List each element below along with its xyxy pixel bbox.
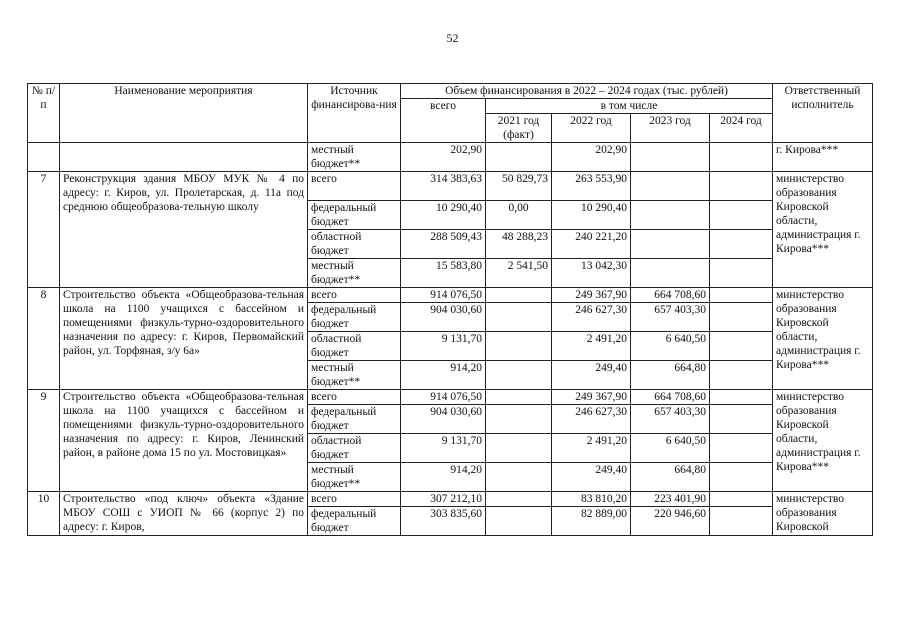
- table-row: [28, 390, 873, 405]
- cell-2021: [486, 507, 552, 536]
- item-name: Реконструкция здания МБОУ МУК № 4 по адресу: г. Киров, ул. Пролетарская, д. 11а под среднюю общеобразова-тельную школу: [60, 172, 308, 288]
- cell-2024: [710, 332, 773, 361]
- cell-total: 10 290,40: [401, 201, 486, 230]
- cell-total: 9 131,70: [401, 332, 486, 361]
- item-name: Строительство «под ключ» объекта «Здание МБОУ СОШ с УИОП № 66 (корпус 2) по адресу: г. Киров,: [60, 492, 308, 536]
- cell-2024: [710, 507, 773, 536]
- cell-2024: [710, 463, 773, 492]
- cell-2023: 6 640,50: [631, 332, 710, 361]
- cell-total: 307 212,10: [401, 492, 486, 507]
- cell-2022: 83 810,20: [552, 492, 631, 507]
- cell-responsible: г. Кирова***: [773, 143, 873, 172]
- header-including: в том числе: [486, 99, 773, 114]
- cell-2024: [710, 259, 773, 288]
- cell-2021: [486, 492, 552, 507]
- cell-2024: [710, 405, 773, 434]
- item-number: 10: [28, 492, 60, 536]
- cell-total: 904 030,60: [401, 405, 486, 434]
- cell-2021: [486, 463, 552, 492]
- cell-total: 914 076,50: [401, 390, 486, 405]
- cell-2022: 202,90: [552, 143, 631, 172]
- cell-2021: 0,00: [486, 201, 552, 230]
- item-number: 8: [28, 288, 60, 390]
- page-number: 52: [446, 31, 459, 45]
- cell-source: местный бюджет**: [308, 361, 401, 390]
- cell-2021: [486, 405, 552, 434]
- cell-total: 914 076,50: [401, 288, 486, 303]
- cell-2021: [486, 288, 552, 303]
- cell-total: 914,20: [401, 361, 486, 390]
- cell-2021: 50 829,73: [486, 172, 552, 201]
- cell-2021: 2 541,50: [486, 259, 552, 288]
- cell-source: всего: [308, 492, 401, 507]
- header-responsible: Ответственный исполнитель: [773, 84, 873, 143]
- cell-total: 303 835,60: [401, 507, 486, 536]
- cell-2023: [631, 143, 710, 172]
- cell-total: 202,90: [401, 143, 486, 172]
- item-number: 7: [28, 172, 60, 288]
- item-number: 9: [28, 390, 60, 492]
- table-row: [28, 172, 873, 201]
- cell-source: всего: [308, 172, 401, 201]
- cell-2023: 220 946,60: [631, 507, 710, 536]
- cell-2024: [710, 201, 773, 230]
- cell-2023: [631, 259, 710, 288]
- header-name: Наименование мероприятия: [60, 84, 308, 143]
- cell-2023: 664,80: [631, 463, 710, 492]
- cell-source: федеральный бюджет: [308, 201, 401, 230]
- cell-2024: [710, 172, 773, 201]
- header-total: всего: [401, 99, 486, 143]
- cell-2022: 249 367,90: [552, 390, 631, 405]
- item-responsible: министерство образования Кировской области, администрация г. Кирова***: [773, 390, 873, 492]
- cell-2023: 657 403,30: [631, 405, 710, 434]
- cell-total: 904 030,60: [401, 303, 486, 332]
- cell-2022: 82 889,00: [552, 507, 631, 536]
- cell-name: [60, 143, 308, 172]
- cell-2021: [486, 361, 552, 390]
- item-responsible: министерство образования Кировской: [773, 492, 873, 536]
- item-responsible: министерство образования Кировской области, администрация г. Кирова***: [773, 288, 873, 390]
- cell-total: 9 131,70: [401, 434, 486, 463]
- cell-source: областной бюджет: [308, 434, 401, 463]
- continuation-row: [28, 143, 873, 172]
- cell-2021: [486, 332, 552, 361]
- cell-source: федеральный бюджет: [308, 303, 401, 332]
- cell-2024: [710, 288, 773, 303]
- header-no: № п/п: [28, 84, 60, 143]
- cell-2023: [631, 201, 710, 230]
- cell-2024: [710, 434, 773, 463]
- cell-2021: 48 288,23: [486, 230, 552, 259]
- cell-total: 314 383,63: [401, 172, 486, 201]
- cell-source: областной бюджет: [308, 332, 401, 361]
- header-2021: 2021 год (факт): [486, 114, 552, 143]
- item-name: Строительство объекта «Общеобразова-тельная школа на 1100 учащихся с бассейном и помещениями физкуль-турно-оздоровительного назначения по адресу: г. Киров, Первомайский район, ул. Торфяная, з/у 6а»: [60, 288, 308, 390]
- cell-2022: 240 221,20: [552, 230, 631, 259]
- item-responsible: министерство образования Кировской области, администрация г. Кирова***: [773, 172, 873, 288]
- item-name: Строительство объекта «Общеобразова-тельная школа на 1100 учащихся с бассейном и помещениями физкуль-турно-оздоровительного назначения по адресу: г. Киров, Ленинский район, в районе дома 15 по ул. Мостовицкая»: [60, 390, 308, 492]
- cell-2022: 249 367,90: [552, 288, 631, 303]
- cell-2021: [486, 390, 552, 405]
- cell-no: [28, 143, 60, 172]
- cell-total: 288 509,43: [401, 230, 486, 259]
- cell-2024: [710, 303, 773, 332]
- cell-2023: 223 401,90: [631, 492, 710, 507]
- header-funding: Объем финансирования в 2022 – 2024 годах (тыс. рублей): [401, 84, 773, 99]
- cell-source: всего: [308, 390, 401, 405]
- cell-2021: [486, 143, 552, 172]
- cell-2021: [486, 303, 552, 332]
- cell-source: всего: [308, 288, 401, 303]
- cell-source: местный бюджет**: [308, 463, 401, 492]
- cell-2021: [486, 434, 552, 463]
- table-row: [28, 492, 873, 507]
- header-2022: 2022 год: [552, 114, 631, 143]
- cell-2023: 664,80: [631, 361, 710, 390]
- cell-2023: 664 708,60: [631, 390, 710, 405]
- cell-2023: [631, 172, 710, 201]
- cell-2022: 263 553,90: [552, 172, 631, 201]
- cell-2024: [710, 390, 773, 405]
- cell-2022: 249,40: [552, 463, 631, 492]
- cell-source: местный бюджет**: [308, 259, 401, 288]
- cell-total: 914,20: [401, 463, 486, 492]
- cell-2023: [631, 230, 710, 259]
- cell-source: федеральный бюджет: [308, 507, 401, 536]
- header-source: Источник финансирова-ния: [308, 84, 401, 143]
- cell-2023: 657 403,30: [631, 303, 710, 332]
- table-row: [28, 288, 873, 303]
- cell-2022: 249,40: [552, 361, 631, 390]
- cell-source: местный бюджет**: [308, 143, 401, 172]
- cell-2023: 664 708,60: [631, 288, 710, 303]
- cell-source: областной бюджет: [308, 230, 401, 259]
- cell-2022: 10 290,40: [552, 201, 631, 230]
- cell-2022: 13 042,30: [552, 259, 631, 288]
- header-2023: 2023 год: [631, 114, 710, 143]
- cell-total: 15 583,80: [401, 259, 486, 288]
- header-2024: 2024 год: [710, 114, 773, 143]
- funding-table: [27, 83, 873, 536]
- cell-2022: 246 627,30: [552, 405, 631, 434]
- cell-2024: [710, 230, 773, 259]
- cell-2024: [710, 143, 773, 172]
- cell-2023: 6 640,50: [631, 434, 710, 463]
- cell-2024: [710, 361, 773, 390]
- cell-2022: 2 491,20: [552, 434, 631, 463]
- cell-2022: 246 627,30: [552, 303, 631, 332]
- cell-source: федеральный бюджет: [308, 405, 401, 434]
- cell-2022: 2 491,20: [552, 332, 631, 361]
- cell-2024: [710, 492, 773, 507]
